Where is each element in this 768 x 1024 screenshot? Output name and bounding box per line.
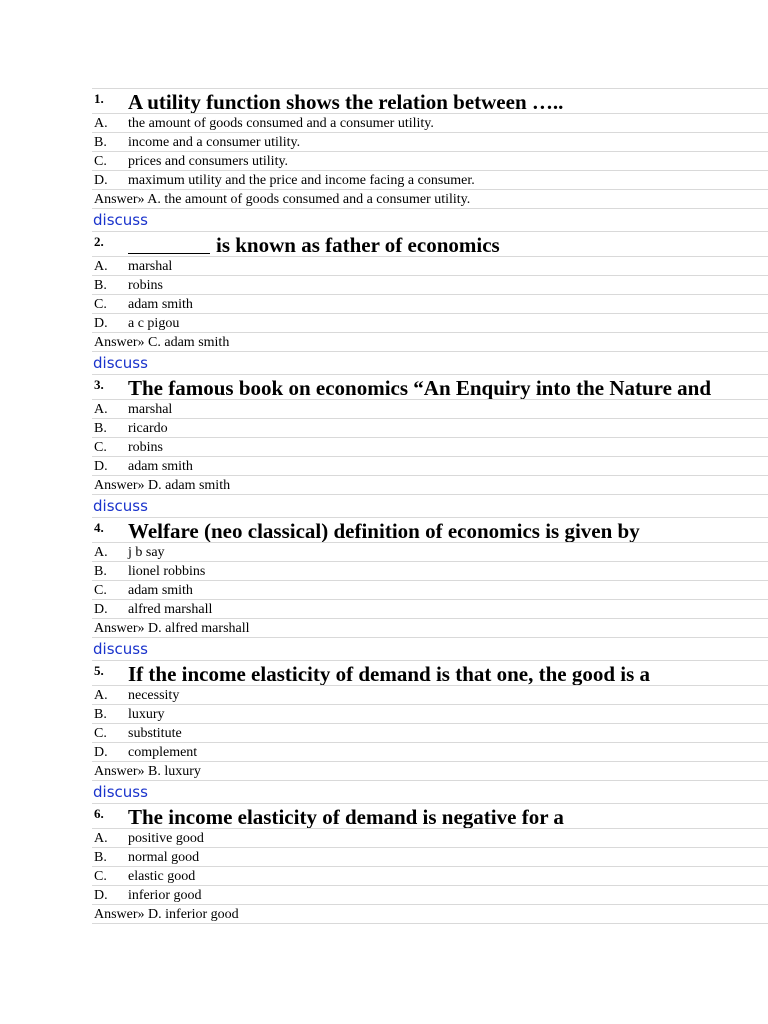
discuss-link[interactable]: discuss <box>93 354 148 372</box>
discuss-link[interactable]: discuss <box>93 783 148 801</box>
option-row <box>92 600 768 619</box>
option-text: positive good <box>128 831 204 846</box>
fill-in-blank <box>128 233 210 254</box>
option-text: a c pigou <box>128 316 180 331</box>
option-row <box>92 257 768 276</box>
option-row <box>92 133 768 152</box>
question-number: 3. <box>94 377 104 392</box>
answer-line: Answer» D. inferior good <box>92 905 768 924</box>
option-text: robins <box>128 440 163 455</box>
option-letter: A. <box>94 688 108 703</box>
question-header <box>92 374 768 400</box>
option-row <box>92 419 768 438</box>
option-letter: D. <box>94 173 108 188</box>
option-row <box>92 705 768 724</box>
question-text <box>128 375 711 400</box>
question-header <box>92 660 768 686</box>
question-text-value: is known as father of economics <box>216 233 500 257</box>
answer-line: Answer» D. adam smith <box>92 476 768 495</box>
answer-line: Answer» B. luxury <box>92 762 768 781</box>
question-header <box>92 231 768 257</box>
option-text: necessity <box>128 688 180 703</box>
question-text <box>128 804 564 829</box>
option-letter: B. <box>94 135 107 150</box>
option-text: luxury <box>128 707 165 722</box>
option-letter: D. <box>94 745 108 760</box>
question-header <box>92 803 768 829</box>
question-number: 6. <box>94 806 104 821</box>
option-letter: C. <box>94 869 107 884</box>
question-text <box>128 518 640 543</box>
option-row <box>92 171 768 190</box>
question-number: 2. <box>94 234 104 249</box>
question-block <box>92 517 768 660</box>
question-header <box>92 517 768 543</box>
option-row <box>92 724 768 743</box>
option-letter: B. <box>94 707 107 722</box>
question-number: 1. <box>94 91 104 106</box>
option-letter: A. <box>94 259 108 274</box>
option-row <box>92 400 768 419</box>
option-letter: C. <box>94 726 107 741</box>
option-text: marshal <box>128 259 173 274</box>
option-text: ricardo <box>128 421 168 436</box>
option-text: normal good <box>128 850 200 865</box>
option-letter: D. <box>94 602 108 617</box>
discuss-link[interactable]: discuss <box>93 497 148 515</box>
option-row <box>92 686 768 705</box>
question-block <box>92 231 768 374</box>
option-text: the amount of goods consumed and a consumer utility. <box>128 116 434 131</box>
question-text-value: The income elasticity of demand is negative for a <box>128 805 564 829</box>
question-text-value: A utility function shows the relation between ….. <box>128 90 564 114</box>
option-row <box>92 829 768 848</box>
option-text: complement <box>128 745 198 760</box>
option-letter: D. <box>94 459 108 474</box>
question-text-value: If the income elasticity of demand is that one, the good is a <box>128 662 651 686</box>
option-row <box>92 314 768 333</box>
option-text: inferior good <box>128 888 202 903</box>
option-text: adam smith <box>128 583 193 598</box>
answer-line: Answer» D. alfred marshall <box>92 619 768 638</box>
option-row <box>92 562 768 581</box>
option-letter: C. <box>94 154 107 169</box>
question-text-value: Welfare (neo classical) definition of economics is given by <box>128 519 640 543</box>
option-text: income and a consumer utility. <box>128 135 301 150</box>
option-letter: A. <box>94 545 108 560</box>
option-row <box>92 295 768 314</box>
question-block <box>92 803 768 924</box>
option-row <box>92 543 768 562</box>
option-letter: B. <box>94 421 107 436</box>
question-block <box>92 88 768 231</box>
option-letter: A. <box>94 831 108 846</box>
quiz-list <box>92 88 768 924</box>
option-letter: B. <box>94 850 107 865</box>
option-row <box>92 581 768 600</box>
option-text: j b say <box>128 545 165 560</box>
option-letter: A. <box>94 402 108 417</box>
option-text: marshal <box>128 402 173 417</box>
discuss-link[interactable]: discuss <box>93 211 148 229</box>
answer-line: Answer» A. the amount of goods consumed and a consumer utility. <box>92 190 768 209</box>
option-row <box>92 743 768 762</box>
option-letter: A. <box>94 116 108 131</box>
option-text: lionel robbins <box>128 564 206 579</box>
option-text: adam smith <box>128 297 193 312</box>
option-letter: B. <box>94 278 107 293</box>
question-number: 5. <box>94 663 104 678</box>
question-text-value: The famous book on economics “An Enquiry into the Nature and <box>128 376 712 400</box>
option-text: prices and consumers utility. <box>128 154 289 169</box>
question-block <box>92 374 768 517</box>
question-block <box>92 660 768 803</box>
option-text: elastic good <box>128 869 196 884</box>
option-letter: D. <box>94 888 108 903</box>
option-letter: D. <box>94 316 108 331</box>
option-text: substitute <box>128 726 182 741</box>
question-text <box>128 661 650 686</box>
question-text <box>128 89 563 114</box>
option-text: alfred marshall <box>128 602 213 617</box>
question-header <box>92 88 768 114</box>
discuss-link[interactable]: discuss <box>93 640 148 658</box>
option-text: maximum utility and the price and income facing a consumer. <box>128 173 475 188</box>
option-row <box>92 152 768 171</box>
option-letter: C. <box>94 297 107 312</box>
option-row <box>92 276 768 295</box>
option-letter: C. <box>94 583 107 598</box>
option-row <box>92 848 768 867</box>
option-row <box>92 886 768 905</box>
question-text <box>128 232 500 257</box>
option-text: adam smith <box>128 459 193 474</box>
option-letter: C. <box>94 440 107 455</box>
option-row <box>92 114 768 133</box>
option-row <box>92 867 768 886</box>
option-row <box>92 438 768 457</box>
option-text: robins <box>128 278 163 293</box>
question-number: 4. <box>94 520 104 535</box>
option-row <box>92 457 768 476</box>
answer-line: Answer» C. adam smith <box>92 333 768 352</box>
option-letter: B. <box>94 564 107 579</box>
